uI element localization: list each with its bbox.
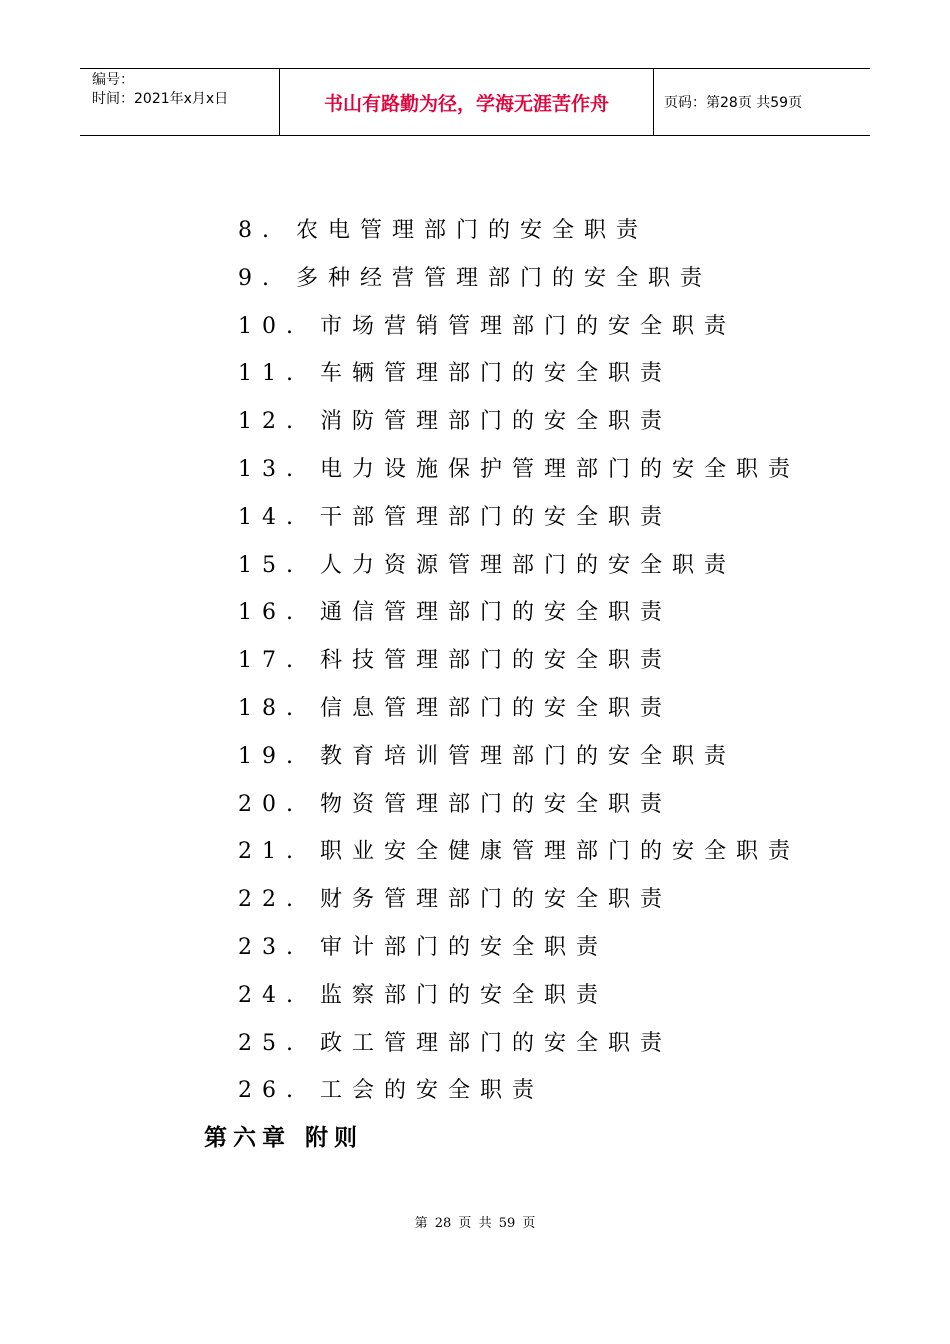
toc-item: 12. 消防管理部门的安全职责 [238, 409, 672, 435]
toc-item: 14. 干部管理部门的安全职责 [238, 504, 672, 530]
page-footer: 第 28 页 共 59 页 [414, 1216, 536, 1231]
page-header [80, 68, 870, 136]
toc-item: 16. 通信管理部门的安全职责 [238, 600, 672, 626]
toc-item: 15. 人力资源管理部门的安全职责 [238, 552, 736, 578]
toc-item: 19. 教育培训管理部门的安全职责 [238, 743, 736, 769]
toc-item: 18. 信息管理部门的安全职责 [238, 695, 672, 721]
toc-item: 11. 车辆管理部门的安全职责 [238, 361, 672, 387]
toc-item: 22. 财务管理部门的安全职责 [238, 887, 672, 913]
toc-item: 21. 职业安全健康管理部门的安全职责 [238, 839, 800, 865]
toc-item: 9. 多种经营管理部门的安全职责 [238, 265, 712, 291]
toc-item: 8. 农电管理部门的安全职责 [238, 218, 648, 243]
toc-item: 17. 科技管理部门的安全职责 [238, 648, 672, 674]
toc-item: 25. 政工管理部门的安全职责 [238, 1030, 672, 1056]
toc-item: 26. 工会的安全职责 [238, 1078, 544, 1104]
header-motto: 书山有路勤为径，学海无涯苦作舟 [280, 69, 654, 135]
document-time: 时间：2021年x月x日 [92, 91, 229, 107]
toc-item: 20. 物资管理部门的安全职责 [238, 791, 672, 817]
header-meta [80, 69, 280, 135]
document-code-label: 编号： [92, 72, 134, 88]
toc-item: 24. 监察部门的安全职责 [238, 982, 608, 1008]
toc-item: 23. 审计部门的安全职责 [238, 934, 608, 960]
toc-item: 10. 市场营销管理部门的安全职责 [238, 313, 736, 339]
chapter-heading: 第六章 附则 [204, 1124, 364, 1151]
toc-item: 13. 电力设施保护管理部门的安全职责 [238, 456, 800, 482]
toc-list [238, 207, 800, 1115]
header-page-info: 页码：第28页 共59页 [664, 95, 803, 111]
